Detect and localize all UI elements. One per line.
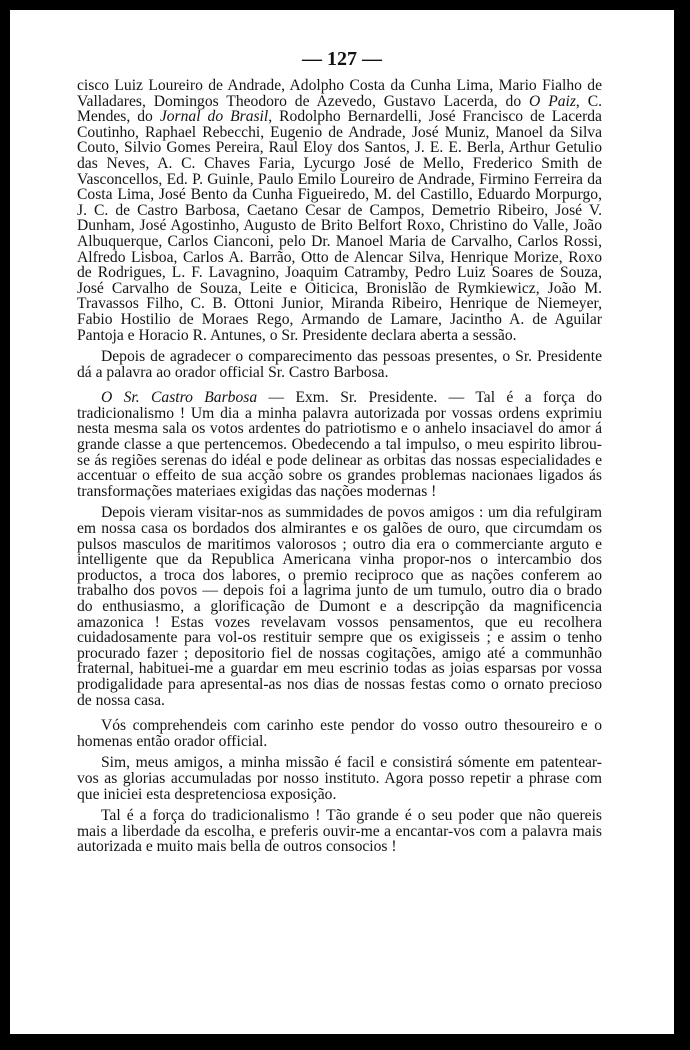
attendee-list-paragraph (77, 78, 602, 343)
document-page (10, 10, 674, 1034)
speaker-name: O Sr. Castro Barbosa (101, 389, 258, 407)
newspaper-o-paiz: O Paiz (529, 92, 576, 110)
visits-paragraph: Depois vieram visitar-nos as summidades de povos amigos : um dia refulgiram em nossa casa os bordados dos almirantes e os galões de ouro, que circumdam os pulsos masculos de maritimos valorosos ; outro dia era o commerciante arguto e intelligente que da Republica Americana vinha propor-nos o intercambio dos productos, a troca dos labores, o premio reciproco que as nações conferem ao trabalho dos povos — depois foi a lagrima junto de um tumulo, outro dia o brado do enthusiasmo, a glorificação de Dumont e a descripção da magnificencia amazonica ! Estas vozes revelavam vossos pensamentos, que eu recolhera cuidadosamente para vol-os restituir sempre que os exigisseis ; e assim o tenho procurado fazer ; depositorio fiel de nossas cogitações, amigo até a communhão fraternal, habituei-me a guardar em meu escrinio todas as joias esparsas por vossa prodigalidade para apresental-as nos dias de nossas festas como o ornato precioso de nossa casa. (77, 504, 602, 709)
attendee-names-start: cisco Luiz Loureiro de Andrade, Adolpho Costa da Cunha Lima, Mario Fialho de Valladares, Domingos Theodoro de Azevedo, Gustavo Lacerda, do (77, 77, 602, 110)
treasurer-paragraph: Vós comprehendeis com carinho este pendor do vosso outro thesoureiro e o homenas então orador official. (77, 717, 602, 750)
page-number: — 127 — (302, 48, 382, 70)
page-body (77, 78, 602, 861)
speech-opening-paragraph (77, 390, 602, 499)
mission-paragraph: Sim, meus amigos, a minha missão é facil e consistirá sómente em patentear-vos as glorias accumuladas por nosso instituto. Agora posso repetir a phrase com que iniciei esta despretenciosa exposição. (77, 754, 602, 803)
president-paragraph: Depois de agradecer o comparecimento das pessoas presentes, o Sr. Presidente dá a palavra ao orador official Sr. Castro Barbosa. (77, 348, 602, 381)
closing-paragraph: Tal é a força do tradicionalismo ! Tão grande é o seu poder que não quereis mais a liberdade da escolha, e preferis ouvir-me a encantar-vos com a palavra mais autorizada e muito mais bella de outros consocios ! (77, 807, 602, 856)
speech-opening-text: — Exm. Sr. Presidente. — Tal é a força do tradicionalismo ! Um dia a minha palavra autorizada por vossas ordens exprimiu nesta mesma sala os votos ardentes do patriotismo e o anhelo insaciavel do amor á grande classe a que pertencemos. Obedecendo a tal impulso, o meu espirito librou-se ás regiões serenas do idéal e pode delinear as orbitas das nossas especialidades e accentuar o effeito de sua acção sobre os grandes problemas nacionaes ligados ás transformações materiaes exigidas das nações modernas ! (77, 389, 602, 500)
attendee-names-mid: , C. Mendes, do (77, 92, 602, 126)
newspaper-jornal-do-brasil: Jornal do Brasil (159, 108, 269, 126)
attendee-names-rest: , Rodolpho Bernardelli, José Francisco de Lacerda Coutinho, Raphael Rebecchi, Eugenio de Andrade, José Muniz, Manoel da Silva Couto, Silvio Gomes Pereira, Raul Eloy dos Santos, J. E. E. Berla, Arthur Getulio das Neves, A. C. Chaves Faria, Lycurgo José de Mello, Frederico Smith de Vasconcellos, Ed. P. Guinle, Paulo Emilo Loureiro de Andrade, Firmino Ferreira da Costa Lima, José Bento da Cunha Figueiredo, M. del Castillo, Eduardo Morpurgo, J. C. de Castro Barbosa, Caetano Cesar de Campos, Demetrio Ribeiro, José V. Dunham, José Agostinho, Augusto de Brito Belfort Roxo, Christino do Valle, João Albuquerque, Carlos Cianconi, pelo Dr. Manoel Maria de Carvalho, Carlos Rossi, Alfredo Lisboa, Carlos A. Barrão, Otto de Alencar Silva, Henrique Morize, Roxo de Rodrigues, L. F. Lavagnino, Joaquim Catramby, Pedro Luiz Soares de Souza, José Carvalho de Souza, Leite e Oiticica, Bronislão de Rymkiewicz, João M. Travassos Filho, C. B. Ottoni Junior, Miranda Ribeiro, Henrique de Niemeyer, Fabio Hostilio de Moraes Rego, Armando de Lamare, Jacintho A. de Aguilar Pantoja e Horacio R. Antunes, o Sr. Presidente declara aberta a sessão. (77, 108, 602, 344)
